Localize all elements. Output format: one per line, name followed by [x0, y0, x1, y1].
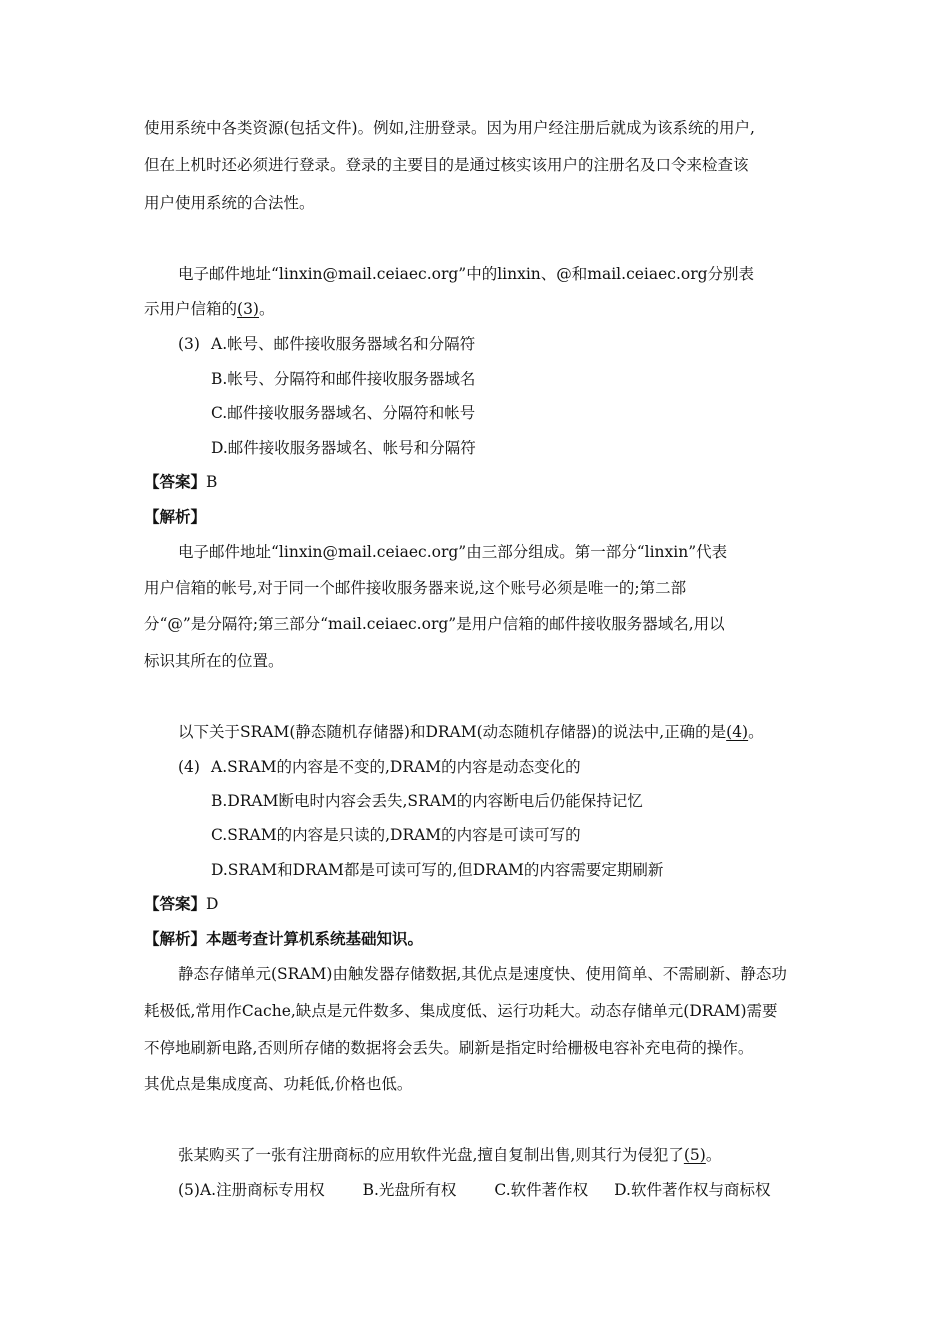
q3-analysis-line-4: 标识其所在的位置。	[144, 652, 284, 670]
q3-option-b: B.帐号、分隔符和邮件接收服务器域名	[211, 370, 476, 388]
q4-blank: (4)	[726, 723, 749, 741]
q3-number: (3)	[178, 335, 200, 353]
q3-answer	[144, 472, 217, 492]
q4-analysis-line-4: 其优点是集成度高、功耗低,价格也低。	[144, 1075, 413, 1093]
intro-line-1: 使用系统中各类资源(包括文件)。例如,注册登录。因为用户经注册后就成为该系统的用户,	[144, 119, 755, 137]
q3-option-a: A.帐号、邮件接收服务器域名和分隔符	[211, 335, 476, 353]
q4-answer-label: 【答案】	[144, 894, 207, 913]
q3-option-c: C.邮件接收服务器域名、分隔符和帐号	[211, 404, 476, 422]
q5-options-row	[178, 1180, 770, 1200]
q4-answer-value: D	[206, 895, 219, 913]
q4-stem-prefix: 以下关于SRAM(静态随机存储器)和DRAM(动态随机存储器)的说法中,正确的是	[178, 723, 727, 741]
q5-blank: (5)	[683, 1146, 706, 1164]
q3-analysis-label: 【解析】	[144, 507, 207, 526]
q3-analysis-line-3: 分“@”是分隔符;第三部分“mail.ceiaec.org”是用户信箱的邮件接收服务器域名,用以	[144, 615, 725, 633]
q3-option-d: D.邮件接收服务器域名、帐号和分隔符	[211, 439, 476, 457]
q3-stem-line-1: 电子邮件地址“linxin@mail.ceiaec.org”中的linxin、@和mail.ceiaec.org分别表	[178, 265, 755, 283]
q3-blank: (3)	[237, 300, 259, 318]
q4-answer	[144, 894, 218, 914]
q3-stem-line-2	[144, 299, 275, 319]
intro-line-2: 但在上机时还必须进行登录。登录的主要目的是通过核实该用户的注册名及口令来检查该	[144, 156, 749, 174]
q3-analysis-line-2: 用户信箱的帐号,对于同一个邮件接收服务器来说,这个账号必须是唯一的;第二部	[144, 579, 687, 597]
q5-option-b: B.光盘所有权	[362, 1181, 457, 1199]
q5-stem	[178, 1145, 721, 1165]
q3-stem-prefix: 示用户信箱的	[144, 300, 238, 318]
q3-answer-value: B	[206, 473, 218, 491]
q5-option-a: A.注册商标专用权	[199, 1181, 325, 1199]
q3-analysis-line-1: 电子邮件地址“linxin@mail.ceiaec.org”由三部分组成。第一部分“linxin”代表	[178, 543, 728, 561]
q4-analysis-heading	[144, 929, 423, 949]
q4-number: (4)	[178, 758, 200, 776]
q4-option-d: D.SRAM和DRAM都是可读可写的,但DRAM的内容需要定期刷新	[211, 861, 664, 879]
q5-stem-suffix: 。	[705, 1146, 722, 1164]
q4-option-a: A.SRAM的内容是不变的,DRAM的内容是动态变化的	[211, 758, 581, 776]
q4-option-b: B.DRAM断电时内容会丢失,SRAM的内容断电后仍能保持记忆	[211, 792, 643, 810]
q4-analysis-line-2: 耗极低,常用作Cache,缺点是元件数多、集成度低、运行功耗大。动态存储单元(DRAM)需要	[144, 1002, 778, 1020]
q4-stem	[178, 722, 764, 742]
q4-option-c: C.SRAM的内容是只读的,DRAM的内容是可读可写的	[211, 826, 581, 844]
q4-analysis-line-1: 静态存储单元(SRAM)由触发器存储数据,其优点是速度快、使用简单、不需刷新、静态功	[178, 965, 787, 983]
q5-stem-prefix: 张某购买了一张有注册商标的应用软件光盘,擅自复制出售,则其行为侵犯了	[178, 1146, 684, 1164]
q5-option-d: D.软件著作权与商标权	[614, 1181, 771, 1199]
q4-stem-suffix: 。	[748, 723, 764, 741]
q3-stem-suffix: 。	[258, 300, 275, 318]
intro-line-3: 用户使用系统的合法性。	[144, 194, 315, 212]
q3-answer-label: 【答案】	[144, 472, 207, 491]
q4-analysis-label: 【解析】	[144, 929, 207, 948]
q5-number: (5)	[178, 1181, 200, 1199]
q5-option-c: C.软件著作权	[494, 1181, 589, 1199]
q4-analysis-title: 本题考查计算机系统基础知识。	[206, 929, 424, 948]
q4-analysis-line-3: 不停地刷新电路,否则所存储的数据将会丢失。刷新是指定时给栅极电容补充电荷的操作。	[144, 1039, 754, 1057]
